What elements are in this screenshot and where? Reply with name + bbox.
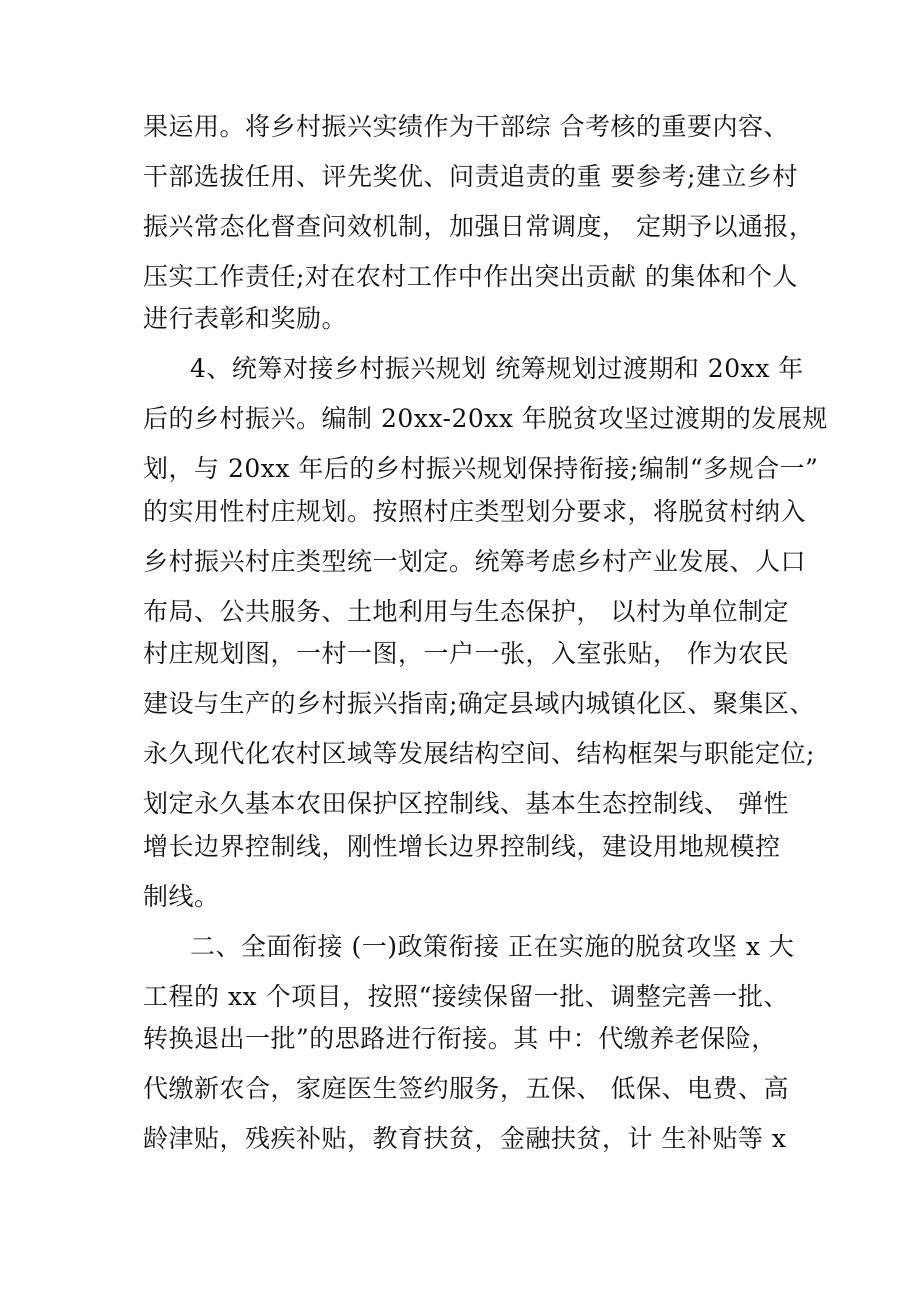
text-line: 果运用。将乡村振兴实绩作为干部综 合考核的重要内容、 [143, 112, 789, 141]
text-line: 工程的 xx 个项目，按照“接续保留一批、调整完善一批、 [143, 982, 789, 1011]
text-line: 制线。 [143, 882, 220, 911]
paragraph-heading-line: 4、统筹对接乡村振兴规划 统筹规划过渡期和 20xx 年 [190, 354, 804, 383]
text-line: 乡村振兴村庄类型统一划定。统筹考虑乡村产业发展、人口 [143, 547, 807, 576]
text-line: 代缴新农合，家庭医生签约服务，五保、 低保、电费、高 [143, 1074, 789, 1103]
text-line: 永久现代化农村区域等发展结构空间、结构框架与职能定位; [143, 739, 815, 768]
text-line: 划定永久基本农田保护区控制线、基本生态控制线、 弹性 [143, 789, 789, 818]
text-line: 增长边界控制线，刚性增长边界控制线，建设用地规模控 [143, 832, 781, 861]
text-line: 振兴常态化督查问效机制，加强日常调度， 定期予以通报， [143, 212, 815, 241]
section-heading-line: 二、全面衔接 (一)政策衔接 正在实施的脱贫攻坚 x 大 [190, 932, 795, 961]
text-line: 压实工作责任;对在农村工作中作出突出贡献 的集体和个人 [143, 262, 798, 291]
text-line: 后的乡村振兴。编制 20xx-20xx 年脱贫攻坚过渡期的发展规 [143, 404, 828, 433]
text-line: 划，与 20xx 年后的乡村振兴规划保持衔接;编制“多规合一” [143, 454, 819, 483]
text-line: 的实用性村庄规划。按照村庄类型划分要求，将脱贫村纳入 [143, 497, 807, 526]
text-line: 布局、公共服务、土地利用与生态保护， 以村为单位制定 [143, 597, 789, 626]
text-line: 村庄规划图，一村一图，一户一张，入室张贴， 作为农民 [143, 639, 789, 668]
text-line: 转换退出一批”的思路进行衔接。其 中：代缴养老保险， [143, 1024, 777, 1053]
text-line: 干部选拔任用、评先奖优、问责追责的重 要参考;建立乡村 [143, 162, 798, 191]
text-line: 建设与生产的乡村振兴指南;确定县域内城镇化区、聚集区、 [143, 689, 815, 718]
text-line: 龄津贴，残疾补贴，教育扶贫，金融扶贫，计 生补贴等 x [143, 1124, 787, 1153]
text-line: 进行表彰和奖励。 [143, 304, 348, 333]
